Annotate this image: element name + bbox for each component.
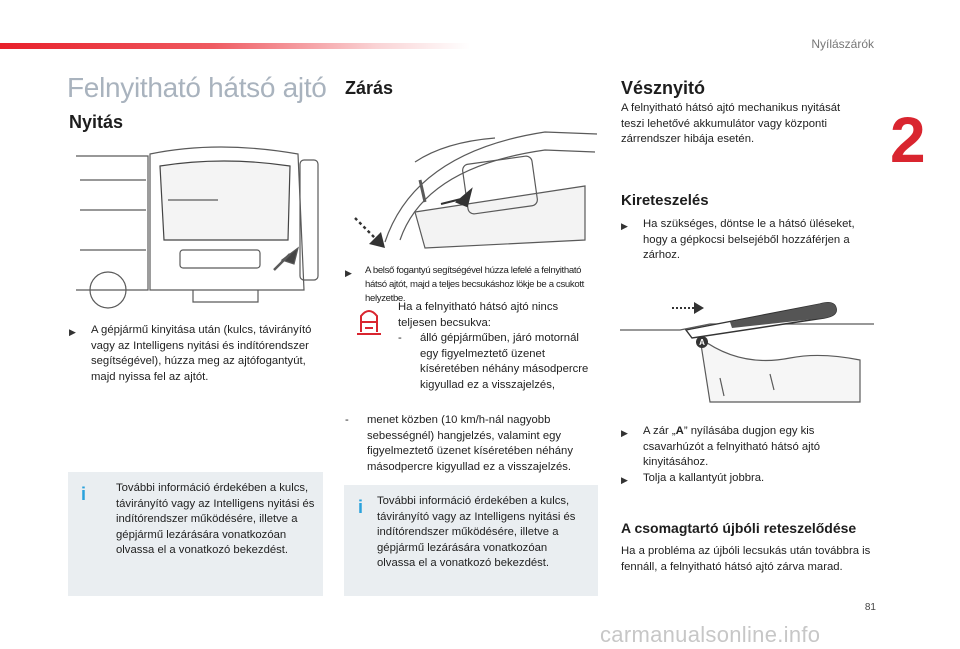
kireteszeles-item-text: Ha szükséges, döntse le a hátsó üléseket, hogy a gépkocsi belsejéből hozzáférjen a zárhoz. — [643, 218, 855, 261]
page-number: 81 — [864, 602, 876, 613]
vesznyito-step-1-text: A zár „A” nyílásába dugjon egy kis csavarhúzót a felnyitható hátsó ajtó kinyitásához. — [643, 425, 821, 468]
tailgate-open-warning-icon — [352, 304, 386, 338]
vesznyito-step-2 — [621, 471, 871, 489]
info-icon: i — [81, 484, 87, 504]
heading-csomagtarto: A csomagtartó újbóli reteszelődése — [621, 520, 857, 536]
vesznyito-step-1 — [621, 424, 871, 471]
emergency-release-illustration — [620, 278, 874, 408]
vesznyito-intro: A felnyitható hátsó ajtó mechanikus nyitását teszi lehetővé akkumulátor vagy központi zárrendszer hibája esetén. — [621, 102, 841, 145]
zaras-info-box — [344, 485, 598, 596]
heading-kireteszeles: Kireteszelés — [621, 192, 709, 209]
heading-zaras: Zárás — [345, 78, 394, 98]
csomagtarto-text: Ha a probléma az újbóli lecsukás után továbbra is fennáll, a felnyitható hátsó ajtó zárva marad. — [621, 545, 871, 573]
vesznyito-step-2-text: Tolja a kallantyút jobbra. — [643, 472, 765, 484]
watermark: carmanualsonline.info — [600, 622, 821, 647]
arrow-bullet-icon: ▶ — [69, 327, 76, 337]
info-icon: i — [358, 497, 364, 517]
arrow-bullet-icon: ▶ — [621, 475, 628, 485]
zaras-info-text: További információ érdekében a kulcs, távirányító vagy az Intelligens nyitási és indítórendszer működésére, illetve a gépjármű lezárására vonatkozóan olvassa el a vonatkozó bekezdést. — [377, 495, 576, 569]
tailgate-closing-illustration — [345, 122, 600, 257]
heading-vesznyito: Vésznyitó — [621, 78, 706, 98]
zaras-warning-item-1: - álló gépjárműben, járó motornál egy figyelmeztető üzenet kíséretében néhány másodpercre kigyullad ez a visszajelzés, — [398, 331, 593, 393]
zaras-warning-item-2-text: menet közben (10 km/h-nál nagyobb sebességnél) hangjelzés, valamint egy figyelmeztető üzenet kíséretében néhány másodpercre kigyullad ez a visszajelzés. — [367, 414, 573, 473]
zaras-caption-text: A belső fogantyú segítségével húzza lefelé a felnyitható hátsó ajtót, majd a teljes becsukáshoz lökje be a csukott helyzetbe. — [365, 265, 584, 304]
heading-nyitas: Nyitás — [69, 112, 124, 132]
page-title: Felnyitható hátsó ajtó — [67, 72, 327, 103]
chapter-number: 2 — [890, 104, 926, 176]
callout-label-a: A — [699, 338, 705, 347]
arrow-bullet-icon: ▶ — [621, 221, 628, 231]
header-accent-bar — [0, 43, 470, 49]
kireteszeles-item — [621, 217, 871, 264]
nyitas-step-text: A gépjármű kinyitása után (kulcs, távirányító vagy az Intelligens nyitási és indítórendszer segítségével), húzza meg az ajtófogantyút, majd nyissa fel az ajtót. — [91, 324, 312, 383]
nyitas-info-box — [68, 472, 323, 596]
nyitas-info-text: További információ érdekében a kulcs, távirányító vagy az Intelligens nyitási és indítórendszer működésére, illetve a gépjármű lezárására vonatkozóan olvassa el a vonatkozó bekezdést. — [116, 482, 315, 556]
zaras-warning-item-1-text: álló gépjárműben, járó motornál egy figyelmeztető üzenet kíséretében néhány másodpercre kigyullad ez a visszajelzés, — [420, 332, 589, 391]
van-rear-illustration — [68, 140, 322, 312]
nyitas-step — [69, 323, 319, 385]
arrow-bullet-icon: ▶ — [621, 428, 628, 438]
zaras-warning-intro: Ha a felnyitható hátsó ajtó nincs teljesen becsukva: — [398, 301, 559, 329]
arrow-bullet-icon: ▶ — [345, 268, 352, 278]
zaras-warning-item-2: - menet közben (10 km/h-nál nagyobb sebességnél) hangjelzés, valamint egy figyelmeztető üzenet kíséretében néhány másodpercre kigyullad ez a visszajelzés. — [345, 413, 595, 475]
section-label: Nyílászárók — [811, 37, 874, 51]
